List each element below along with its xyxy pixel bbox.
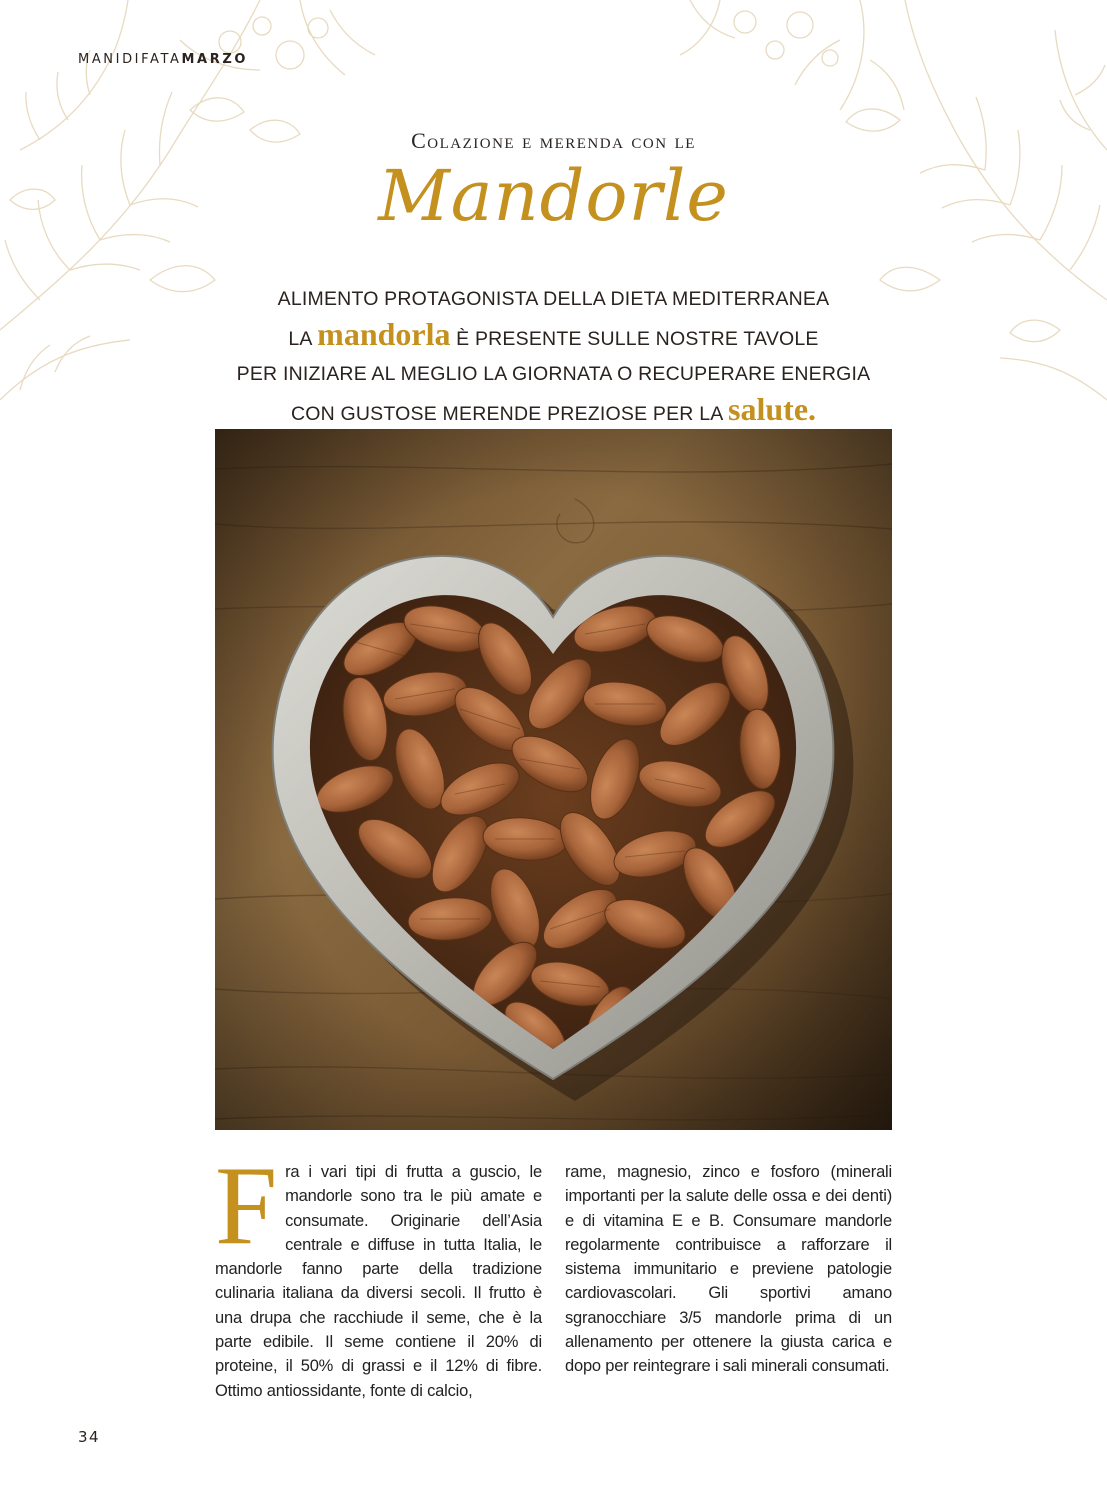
lead-line-2-post: È PRESENTE SULLE NOSTRE TAVOLE — [450, 328, 819, 350]
lead-line-2 — [0, 317, 1107, 357]
issue-month: MARZO — [181, 52, 249, 67]
body-column-left-text: ra i vari tipi di frutta a guscio, le mandorle sono tra le più amate e consumate. Originarie dell’Asia centrale e diffuse in tutta Italia, le mandorle fanno parte della tradizione culinaria italiana da diversi secoli. Il frutto è una drupa che racchiude il seme, che è la parte edibile. Il seme contiene il 20% di proteine, il 50% di grassi e il 12% di fibre. Ottimo antiossidante, fonte di calcio, — [215, 1163, 542, 1400]
body-column-right: rame, magnesio, zinco e fosforo (minerali importanti per la salute delle ossa e dei denti) e di vitamina E e B. Consumare mandorle regolarmente contribuisce a rafforzare il sistema immunitario e previene patologie cardiovascolari. Gli sportivi amano sgranocchiare 3/5 mandorle prima di un allenamento per ottenere la giusta carica e dopo per reintegrare i sali minerali consumati. — [565, 1163, 892, 1376]
lead-line-3: PER INIZIARE AL MEGLIO LA GIORNATA O RECUPERARE ENERGIA — [236, 363, 871, 385]
lead-line-4 — [0, 392, 1107, 432]
article-lead — [0, 282, 1107, 432]
brand-name: MANIDIFATA — [78, 52, 182, 67]
lead-highlight-mandorla: mandorla — [317, 316, 451, 352]
almonds-heart-bowl-photo — [215, 429, 892, 1130]
lead-line-4-pre: CON GUSTOSE MERENDE PREZIOSE PER LA — [290, 403, 729, 425]
drop-cap: F — [215, 1144, 278, 1268]
lead-highlight-salute: salute. — [728, 391, 817, 427]
page-number: 34 — [78, 1428, 101, 1446]
article-title: Mandorle — [378, 155, 729, 237]
lead-line-1: ALIMENTO PROTAGONISTA DELLA DIETA MEDITERRANEA — [277, 288, 830, 310]
lead-line-2-pre: LA — [288, 328, 318, 350]
article-kicker: Colazione e merenda con le — [411, 128, 696, 153]
body-column-left — [215, 1144, 542, 1403]
magazine-header — [78, 52, 248, 67]
